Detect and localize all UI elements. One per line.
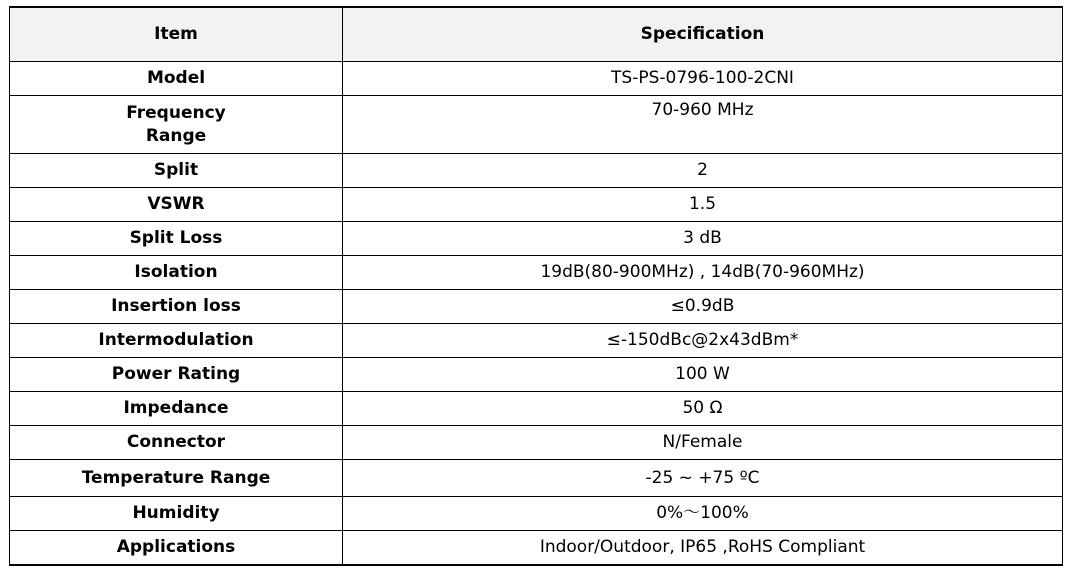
row-label-impedance: Impedance: [10, 392, 343, 426]
row-label-vswr: VSWR: [10, 188, 343, 222]
row-value-intermodulation: ≤-150dBc@2x43dBm*: [343, 324, 1063, 358]
row-label-humidity: Humidity: [10, 497, 343, 531]
row-label-isolation: Isolation: [10, 256, 343, 290]
row-label-model: Model: [10, 62, 343, 96]
row-value-insertion-loss: ≤0.9dB: [343, 290, 1063, 324]
row-label-power-rating: Power Rating: [10, 358, 343, 392]
row-label-connector: Connector: [10, 426, 343, 460]
table-body: [10, 62, 1063, 566]
row-value-frequency-range: 70-960 MHz: [343, 96, 1063, 154]
table-row: [10, 358, 1063, 392]
row-value-power-rating: 100 W: [343, 358, 1063, 392]
table-header: [10, 7, 1063, 62]
row-value-connector: N/Female: [343, 426, 1063, 460]
row-value-temperature-range: -25 ~ +75 ºC: [343, 460, 1063, 497]
table-row: [10, 188, 1063, 222]
row-label-split: Split: [10, 154, 343, 188]
table-row: [10, 256, 1063, 290]
header-item: Item: [10, 7, 343, 62]
row-value-humidity: 0%～100%: [343, 497, 1063, 531]
row-value-vswr: 1.5: [343, 188, 1063, 222]
specification-table: [9, 6, 1063, 566]
table-row: [10, 62, 1063, 96]
table-row: [10, 324, 1063, 358]
row-value-model: TS-PS-0796-100-2CNI: [343, 62, 1063, 96]
row-label-frequency-range: [10, 96, 343, 154]
table-row: [10, 426, 1063, 460]
row-value-split: 2: [343, 154, 1063, 188]
table-row: [10, 154, 1063, 188]
table-row: [10, 497, 1063, 531]
row-value-isolation: 19dB(80-900MHz) , 14dB(70-960MHz): [343, 256, 1063, 290]
row-label-insertion-loss: Insertion loss: [10, 290, 343, 324]
row-label-split-loss: Split Loss: [10, 222, 343, 256]
table-row: [10, 392, 1063, 426]
row-label-frequency-line1: Frequency: [126, 102, 226, 123]
header-row: [10, 7, 1063, 62]
row-label-applications: Applications: [10, 531, 343, 566]
row-value-impedance: 50 Ω: [343, 392, 1063, 426]
row-label-intermodulation: Intermodulation: [10, 324, 343, 358]
row-value-split-loss: 3 dB: [343, 222, 1063, 256]
table-row: [10, 290, 1063, 324]
row-label-temperature-range: Temperature Range: [10, 460, 343, 497]
table-row: [10, 460, 1063, 497]
header-specification: Specification: [343, 7, 1063, 62]
table-row: [10, 222, 1063, 256]
table-row: [10, 531, 1063, 566]
row-label-frequency-line2: Range: [145, 125, 207, 146]
table-row: [10, 96, 1063, 154]
row-value-applications: Indoor/Outdoor, IP65 ,RoHS Compliant: [343, 531, 1063, 566]
